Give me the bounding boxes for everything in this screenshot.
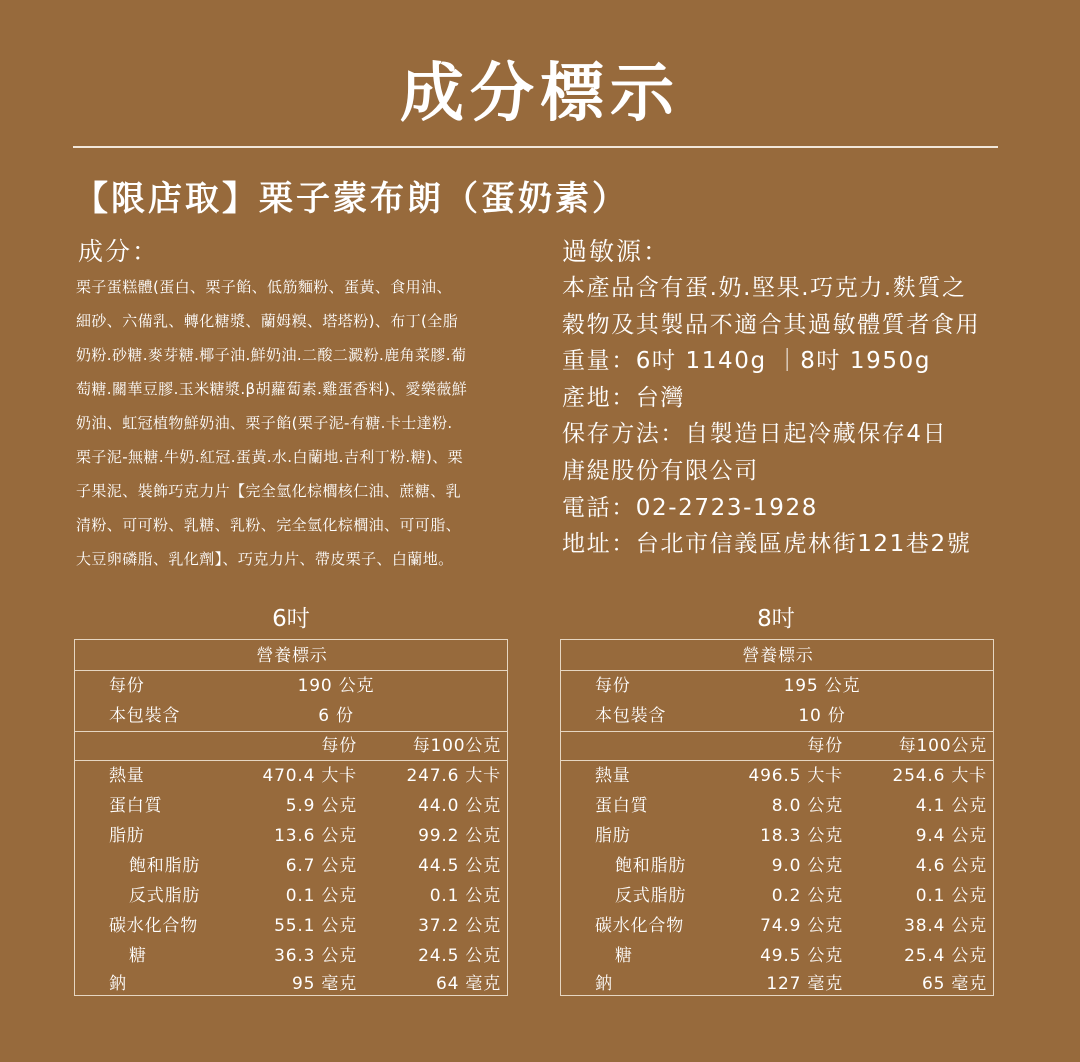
nutrient-name: 反式脂肪 (615, 886, 687, 906)
nutrient-name: 蛋白質 (595, 796, 649, 816)
nutrient-per-100g: 0.1 公克 (429, 886, 501, 906)
nutrient-per-serving: 49.5 公克 (760, 946, 843, 966)
nutrient-per-100g: 65 毫克 (921, 974, 987, 994)
nutrient-name: 熱量 (109, 766, 145, 786)
serving-value: 195 公克 (783, 676, 861, 696)
allergen-heading: 過敏源： (562, 237, 671, 266)
table-divider (75, 731, 507, 732)
nutrient-per-100g: 4.1 公克 (915, 796, 987, 816)
nutrient-name: 碳水化合物 (595, 916, 684, 936)
table-divider (561, 760, 993, 761)
nutrient-name: 碳水化合物 (109, 916, 198, 936)
nutrient-per-100g: 25.4 公克 (904, 946, 987, 966)
table-divider (75, 760, 507, 761)
ingredients-line: 子果泥、裝飾巧克力片【完全氫化棕櫚核仁油、蔗糖、乳 (76, 482, 462, 500)
nutrient-per-serving: 6.7 公克 (285, 856, 357, 876)
allergen-line: 穀物及其製品不適合其過敏體質者食用 (562, 311, 981, 338)
ingredients-heading: 成分： (78, 237, 160, 266)
pack-value: 6 份 (318, 706, 354, 726)
nutrient-per-serving: 9.0 公克 (771, 856, 843, 876)
col-header-per-100g: 每100公克 (412, 736, 501, 756)
table-divider (561, 670, 993, 671)
serving-value: 190 公克 (297, 676, 375, 696)
nutrient-per-serving: 55.1 公克 (274, 916, 357, 936)
nutrient-per-serving: 470.4 大卡 (262, 766, 357, 786)
nutrient-name: 熱量 (595, 766, 631, 786)
size-label-6-inch: 6吋 (272, 606, 310, 632)
nutrient-per-100g: 38.4 公克 (904, 916, 987, 936)
size-label-8-inch: 8吋 (757, 606, 795, 632)
ingredients-line: 清粉、可可粉、乳糖、乳粉、完全氫化棕櫚油、可可脂、 (76, 516, 462, 534)
nutrient-per-100g: 64 毫克 (435, 974, 501, 994)
nutrient-name: 脂肪 (109, 826, 145, 846)
col-header-per-serving: 每份 (807, 736, 843, 756)
ingredients-line: 細砂、六備乳、轉化糖漿、蘭姆糗、塔塔粉)、布丁(全脂 (76, 312, 459, 330)
nutrient-per-100g: 247.6 大卡 (406, 766, 501, 786)
nutrition-header: 營養標示 (742, 646, 814, 666)
weight-line: 重量：6吋 1140g ｜8吋 1950g (562, 348, 932, 375)
nutrient-per-serving: 496.5 大卡 (748, 766, 843, 786)
nutrient-per-100g: 44.0 公克 (418, 796, 501, 816)
table-divider (561, 731, 993, 732)
nutrient-name: 飽和脂肪 (615, 856, 687, 876)
nutrient-per-100g: 9.4 公克 (915, 826, 987, 846)
col-header-per-serving: 每份 (321, 736, 357, 756)
nutrient-name: 糖 (615, 946, 633, 966)
ingredients-line: 奶油、虹冠植物鮮奶油、栗子餡(栗子泥-有糖.卡士達粉. (76, 414, 453, 432)
nutrient-per-100g: 24.5 公克 (418, 946, 501, 966)
nutrient-name: 鈉 (595, 974, 613, 994)
nutrient-per-serving: 5.9 公克 (285, 796, 357, 816)
serving-label: 每份 (595, 676, 631, 696)
pack-label: 本包裝含 (595, 706, 667, 726)
ingredients-line: 萄糖.關華豆膠.玉米糖漿.β胡蘿蔔素.雞蛋香料)、愛樂薇鮮 (76, 380, 468, 398)
col-header-per-100g: 每100公克 (898, 736, 987, 756)
nutrient-per-serving: 74.9 公克 (760, 916, 843, 936)
ingredients-text (76, 270, 526, 576)
nutrient-per-serving: 8.0 公克 (771, 796, 843, 816)
ingredients-line: 栗子泥-無糖.牛奶.紅冠.蛋黃.水.白蘭地.吉利丁粉.糖)、栗 (76, 448, 464, 466)
nutrient-per-serving: 18.3 公克 (760, 826, 843, 846)
origin-line: 產地：台灣 (562, 384, 685, 411)
nutrient-per-100g: 99.2 公克 (418, 826, 501, 846)
nutrient-name: 反式脂肪 (129, 886, 201, 906)
nutrient-per-100g: 37.2 公克 (418, 916, 501, 936)
address-line: 地址：台北市信義區虎林街121巷2號 (562, 531, 972, 558)
nutrient-name: 飽和脂肪 (129, 856, 201, 876)
product-info (562, 270, 1022, 563)
storage-line: 保存方法：自製造日起冷藏保存4日 (562, 421, 948, 448)
nutrient-per-serving: 127 毫克 (766, 974, 843, 994)
title-divider (73, 146, 998, 148)
nutrient-per-100g: 44.5 公克 (418, 856, 501, 876)
table-divider (75, 670, 507, 671)
page-title: 成分標示 (400, 57, 680, 131)
allergen-line: 本產品含有蛋.奶.堅果.巧克力.麩質之 (562, 275, 967, 301)
nutrient-name: 蛋白質 (109, 796, 163, 816)
nutrient-per-100g: 4.6 公克 (915, 856, 987, 876)
nutrient-name: 脂肪 (595, 826, 631, 846)
nutrient-per-serving: 95 毫克 (291, 974, 357, 994)
nutrient-per-serving: 36.3 公克 (274, 946, 357, 966)
ingredients-line: 奶粉.砂糖.麥芽糖.椰子油.鮮奶油.二酸二澱粉.鹿角菜膠.葡 (76, 346, 467, 364)
nutrition-header: 營養標示 (256, 646, 328, 666)
pack-label: 本包裝含 (109, 706, 181, 726)
nutrient-per-serving: 0.2 公克 (771, 886, 843, 906)
serving-label: 每份 (109, 676, 145, 696)
nutrient-per-100g: 0.1 公克 (915, 886, 987, 906)
ingredients-line: 栗子蛋糕體(蛋白、栗子餡、低筋麵粉、蛋黃、食用油、 (76, 278, 452, 296)
nutrient-per-serving: 0.1 公克 (285, 886, 357, 906)
nutrient-name: 糖 (129, 946, 147, 966)
nutrient-per-serving: 13.6 公克 (274, 826, 357, 846)
ingredients-line: 大豆卵磷脂、乳化劑】、巧克力片、帶皮栗子、白蘭地。 (76, 550, 454, 568)
nutrient-per-100g: 254.6 大卡 (892, 766, 987, 786)
nutrient-name: 鈉 (109, 974, 127, 994)
pack-value: 10 份 (798, 706, 846, 726)
product-name: 【限店取】栗子蒙布朗（蛋奶素） (74, 179, 629, 219)
nutrition-table-8-inch (560, 639, 994, 996)
nutrition-table-6-inch (74, 639, 508, 996)
company-line: 唐緹股份有限公司 (562, 457, 759, 484)
phone-line: 電話：02-2723-1928 (562, 494, 818, 521)
